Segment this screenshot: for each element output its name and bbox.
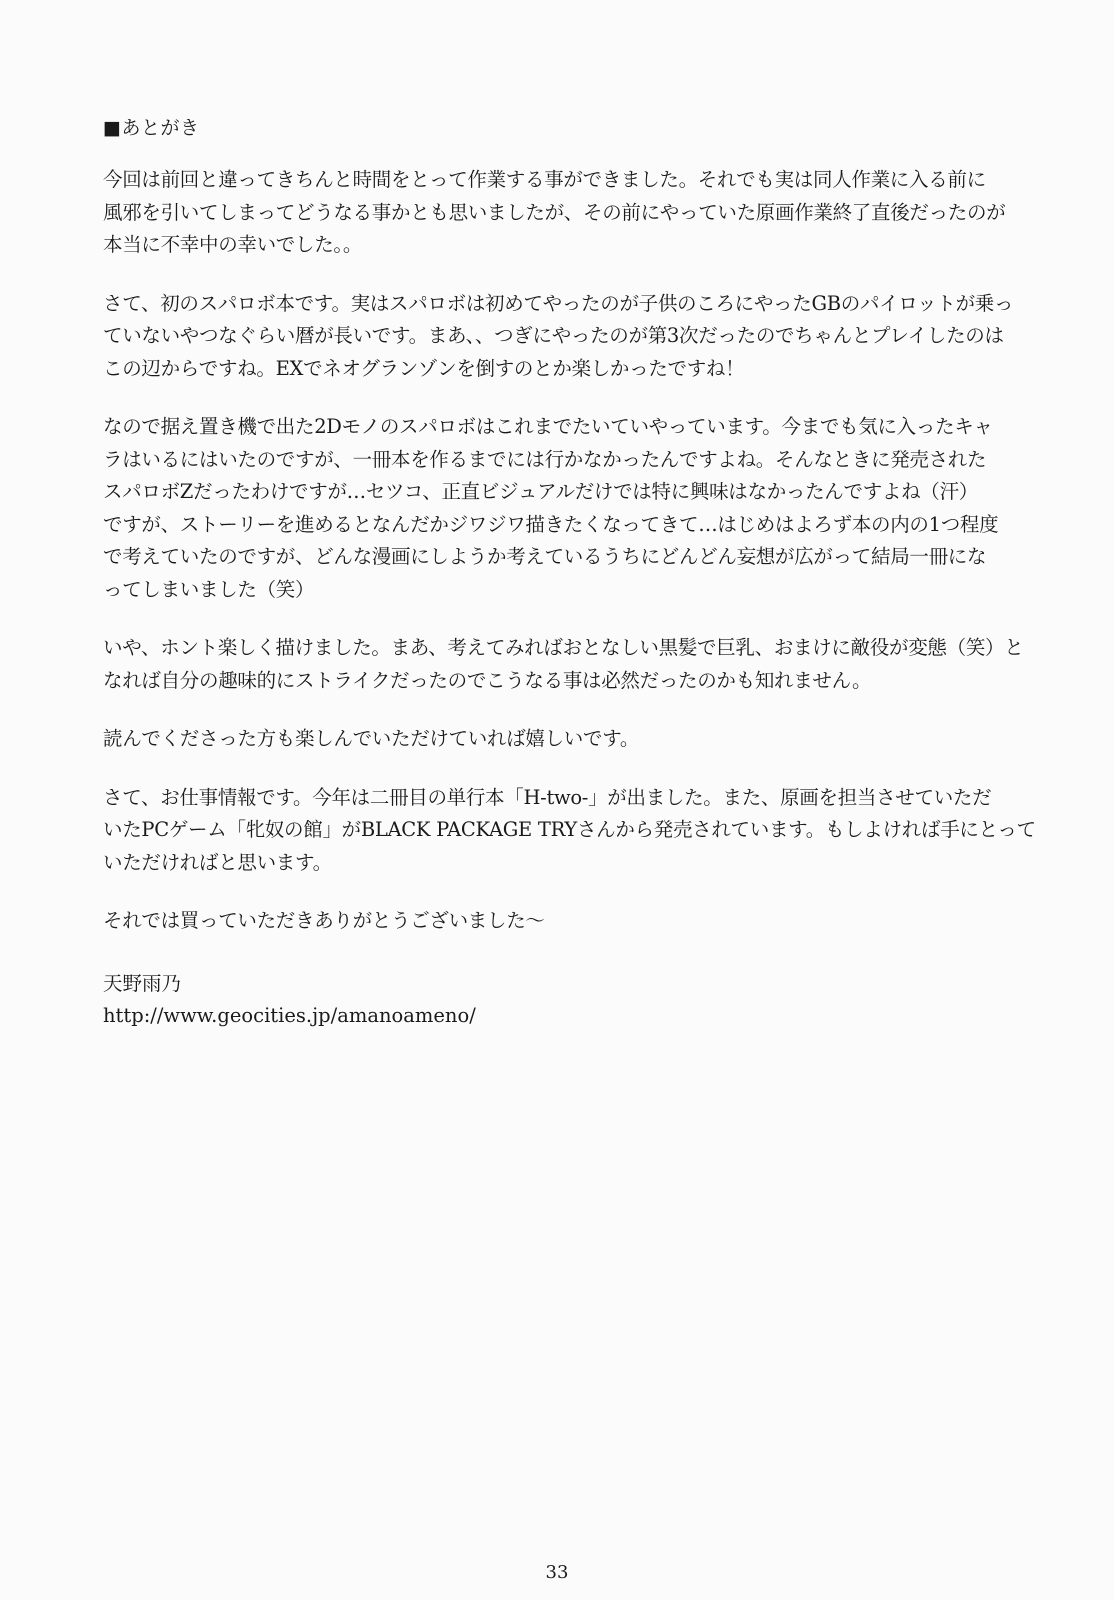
text-line: スパロボZだったわけですが…セツコ、正直ビジュアルだけでは特に興味はなかったんですよね（汗） bbox=[103, 480, 978, 503]
text-line: で考えていたのですが、どんな漫画にしようか考えているうちにどんどん妄想が広がって結局一冊にな bbox=[103, 545, 987, 568]
paragraph bbox=[103, 288, 1033, 386]
text-line: いや、ホント楽しく描けました。まあ、考えてみればおとなしい黒髪で巨乳、おまけに敵役が変態（笑）と bbox=[103, 636, 1024, 659]
text-line: なれば自分の趣味的にストライクだったのでこうなる事は必然だったのかも知れません。 bbox=[103, 668, 872, 692]
paragraph bbox=[103, 164, 1033, 262]
signature-block bbox=[103, 968, 1033, 1033]
author-name: 天野雨乃 bbox=[103, 971, 182, 995]
text-line: それでは買っていただきありがとうございました～ bbox=[103, 909, 545, 932]
paragraph bbox=[103, 723, 1033, 756]
text-line: なので据え置き機で出た2Dモノのスパロボはこれまでたいていやっています。今までも気に入ったキャ bbox=[103, 415, 993, 438]
text-line: ですが、ストーリーを進めるとなんだかジワジワ描きたくなってきて…はじめはよろず本の内の1つ程度 bbox=[103, 512, 999, 536]
text-line: 読んでくださった方も楽しんでいただけていれば嬉しいです。 bbox=[103, 727, 640, 750]
paragraph bbox=[103, 411, 1033, 606]
paragraph bbox=[103, 905, 1033, 938]
text-line: ラはいるにはいたのですが、一冊本を作るまでには行かなかったんですよね。そんなときに発売された bbox=[103, 447, 987, 471]
text-line: いただければと思います。 bbox=[103, 850, 332, 874]
text-line: ってしまいました（笑） bbox=[103, 577, 315, 601]
paragraph bbox=[103, 632, 1033, 697]
afterword-heading: ■あとがき bbox=[103, 117, 200, 139]
text-line: いたPCゲーム「牝奴の館」がBLACK PACKAGE TRYさんから発売されています。もしよければ手にとって bbox=[103, 818, 1036, 841]
afterword-body bbox=[103, 112, 1036, 1033]
page-number: 33 bbox=[545, 1562, 569, 1583]
text-line: 今回は前回と違ってきちんと時間をとって作業する事ができました。それでも実は同人作業に入る前に bbox=[103, 168, 986, 191]
author-url: http://www.geocities.jp/amanoameno/ bbox=[103, 1004, 476, 1027]
text-line: ていないやつなぐらい暦が長いです。まあ、、つぎにやったのが第3次だったのでちゃんとプレイしたのは bbox=[103, 324, 1004, 347]
text-line: 風邪を引いてしまってどうなる事かとも思いましたが、その前にやっていた原画作業終了直後だったのが bbox=[103, 200, 1006, 224]
text-line: さて、初のスパロボ本です。実はスパロボは初めてやったのが子供のころにやったGBのパイロットが乗っ bbox=[103, 291, 1014, 315]
text-line: この辺からですね。EXでネオグランゾンを倒すのとか楽しかったですね！ bbox=[103, 356, 745, 380]
text-line: さて、お仕事情報です。今年は二冊目の単行本「H-two-」が出ました。また、原画を担当させていただ bbox=[103, 785, 992, 809]
paragraph bbox=[103, 782, 1036, 880]
text-line: 本当に不幸中の幸いでした。。 bbox=[103, 233, 363, 256]
